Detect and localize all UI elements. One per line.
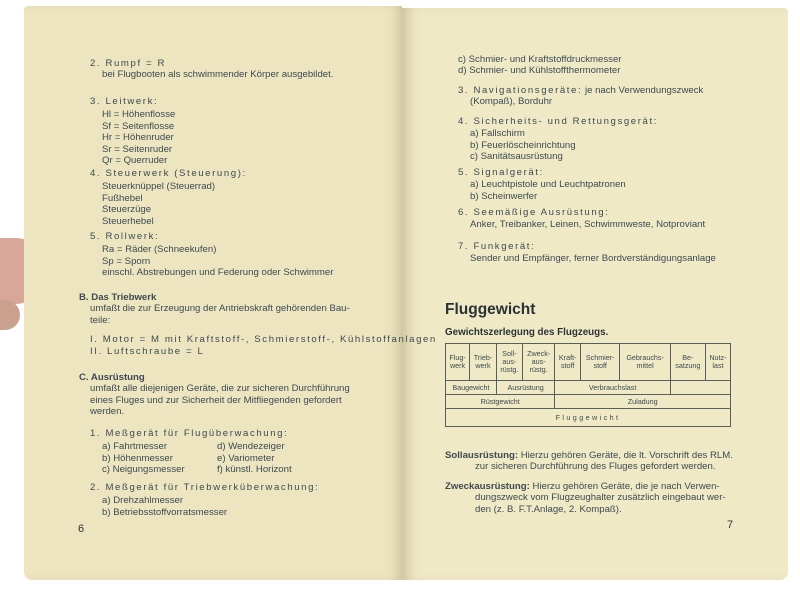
table-cell: Verbrauchslast: [555, 381, 670, 395]
table-cell: Zweck- aus- rüstg.: [522, 344, 555, 381]
table-cell: Gebrauchs- mittel: [620, 344, 670, 381]
list-item: Steuerzüge: [102, 204, 152, 216]
list-item: b) Höhenmesser: [102, 452, 173, 464]
table-row: [446, 409, 731, 427]
section-rollwerk: [90, 231, 333, 279]
hand-finger-lower: [0, 300, 20, 330]
signal-list: [458, 178, 626, 202]
zweck-label: Zweckausrüstung:: [445, 481, 530, 492]
trieb-title: 2. Meßgerät für Triebwerküberwachung:: [90, 482, 320, 493]
table-cell: Flug- werk: [446, 344, 470, 381]
list-item: c) Sanitätsausrüstung: [470, 151, 563, 163]
flug-col-right: [217, 441, 292, 475]
rollwerk-list: [90, 242, 333, 278]
section-steuerwerk: [90, 168, 247, 227]
rumpf-title: 2. Rumpf = R: [90, 58, 166, 69]
list-item: d) Wendezeiger: [217, 441, 285, 453]
flug-columns: [90, 439, 292, 475]
section-signal: [458, 167, 626, 202]
rumpf-text: bei Flugbooten als schwimmender Körper ausgebildet.: [102, 69, 334, 81]
funk-text: Sender und Empfänger, ferner Bordverständigungsanlage: [470, 253, 716, 265]
soll-label: Sollausrüstung:: [445, 450, 519, 461]
list-item: einschl. Abstrebungen und Federung oder Schwimmer: [102, 267, 334, 279]
soll-line2: zur sicheren Durchführung des Fluges gefordert werden.: [475, 461, 716, 473]
list-item: Sr = Seitenruder: [102, 143, 173, 155]
zweck-line1: Hierzu gehören Geräte, die je nach Verwen-: [532, 481, 720, 492]
list-item: c) Neigungsmesser: [102, 464, 185, 476]
flug-title: 1. Meßgerät für Flugüberwachung:: [90, 428, 289, 439]
triebwerk-line: teile:: [90, 314, 111, 326]
list-item: Ra = Räder (Schneekufen): [102, 244, 217, 256]
section-triebwerk: [79, 292, 437, 357]
table-cell: Soll- aus- rüstg.: [496, 344, 522, 381]
table-cell: Nutz- last: [705, 344, 730, 381]
section-soll: [445, 450, 733, 473]
section-navigation: [458, 85, 703, 108]
list-item: d) Schmier- und Kühlstoffthermometer: [458, 65, 621, 77]
ausruestung-title: C. Ausrüstung: [79, 372, 145, 383]
list-item: b) Betriebsstoffvorratsmesser: [102, 506, 228, 518]
list-item: Fußhebel: [102, 192, 143, 204]
triebwerk-title: B. Das Triebwerk: [79, 292, 157, 303]
list-item: a) Drehzahlmesser: [102, 495, 184, 507]
list-item: Sp = Sporn: [102, 255, 151, 267]
list-item: Qr = Querruder: [102, 155, 168, 167]
nav-line: (Kompaß), Borduhr: [470, 96, 553, 108]
list-item: b) Scheinwerfer: [470, 190, 538, 202]
list-item: e) Variometer: [217, 452, 275, 464]
weight-table: [445, 343, 731, 427]
section-see: [458, 207, 705, 231]
section-funk: [458, 241, 716, 265]
leitwerk-title: 3. Leitwerk:: [90, 96, 159, 107]
table-cell: Fluggewicht: [446, 409, 731, 427]
triebwerk-item: II. Luftschraube = L: [90, 345, 205, 357]
table-cell: Baugewicht: [446, 381, 497, 395]
ausruestung-line: umfaßt alle diejenigen Geräte, die zur sicheren Durchführung: [90, 383, 350, 395]
rollwerk-title: 5. Rollwerk:: [90, 231, 160, 242]
list-item: Hr = Höhenruder: [102, 132, 174, 144]
table-cell: Be- satzung: [670, 344, 705, 381]
list-item: Hl = Höhenflosse: [102, 109, 176, 121]
section-ausruestung: [79, 372, 350, 418]
leitwerk-list: [90, 107, 175, 166]
flug-col-left: [102, 441, 217, 475]
page-heading: Fluggewicht: [445, 301, 536, 318]
section-sicherheit: [458, 116, 658, 163]
list-item: a) Fallschirm: [470, 128, 525, 140]
page-number-right: 7: [727, 519, 734, 531]
table-row: [446, 395, 731, 409]
funk-title: 7. Funkgerät:: [458, 241, 536, 252]
list-item: Steuerknüppel (Steuerrad): [102, 181, 216, 193]
triebwerk-item: I. Motor = M mit Kraftstoff-, Schmierstoff-, Kühlstoffanlagen: [90, 334, 437, 346]
zweck-line2: dungszweck vom Flugzeughalter zusätzlich eingebaut wer-: [475, 492, 726, 504]
page-number-left: 6: [78, 523, 85, 535]
signal-title: 5. Signalgerät:: [458, 167, 544, 178]
table-row: [446, 344, 731, 381]
table-cell: Ausrüstung: [496, 381, 555, 395]
list-item: Sf = Seitenflosse: [102, 120, 175, 132]
list-item: c) Schmier- und Kraftstoffdruckmesser: [458, 54, 622, 65]
trieb-list: [90, 493, 319, 518]
sicher-list: [458, 127, 658, 162]
table-cell: Rüstgewicht: [446, 395, 555, 409]
section-rumpf: [90, 58, 333, 81]
soll-line1: Hierzu gehören Geräte, die lt. Vorschrift des RLM.: [520, 450, 733, 461]
list-item: a) Leuchtpistole und Leuchtpatronen: [470, 179, 626, 191]
table-row: [446, 381, 731, 395]
ausruestung-line: werden.: [90, 406, 125, 418]
section-continued: [458, 54, 622, 77]
list-item: Steuerhebel: [102, 215, 154, 227]
nav-title-rest: je nach Verwendungszweck: [584, 85, 704, 96]
sicher-title: 4. Sicherheits- und Rettungsgerät:: [458, 116, 658, 127]
triebwerk-line: umfaßt die zur Erzeugung der Antriebskraft gehörenden Bau-: [90, 303, 350, 315]
see-text: Anker, Treibanker, Leinen, Schwimmweste, Notproviant: [470, 219, 706, 231]
section-leitwerk: [90, 96, 175, 166]
list-item: b) Feuerlöscheinrichtung: [470, 139, 576, 151]
section-triebwerkueberwachung: [90, 482, 319, 518]
table-cell: [670, 381, 730, 395]
page-subheading: Gewichtszerlegung des Flugzeugs.: [445, 327, 609, 338]
steuerwerk-list: [90, 179, 247, 227]
steuerwerk-title: 4. Steuerwerk (Steuerung):: [90, 168, 247, 179]
table-cell: Schmier- stoff: [580, 344, 619, 381]
section-flugueberwachung: [90, 428, 292, 476]
nav-title: 3. Navigationsgeräte:: [458, 85, 583, 96]
list-item: f) künstl. Horizont: [217, 464, 292, 476]
table-cell: Kraft- stoff: [555, 344, 581, 381]
table-cell: Trieb- werk: [470, 344, 497, 381]
list-item: a) Fahrtmesser: [102, 441, 168, 453]
ausruestung-line: eines Fluges und zur Sicherheit der Mitfliegenden gefordert: [90, 394, 342, 406]
table-cell: Zuladung: [555, 395, 731, 409]
see-title: 6. Seemäßige Ausrüstung:: [458, 207, 610, 218]
zweck-line3: den (z. B. F.T.Anlage, 2. Kompaß).: [475, 503, 622, 515]
section-zweck: [445, 481, 726, 515]
